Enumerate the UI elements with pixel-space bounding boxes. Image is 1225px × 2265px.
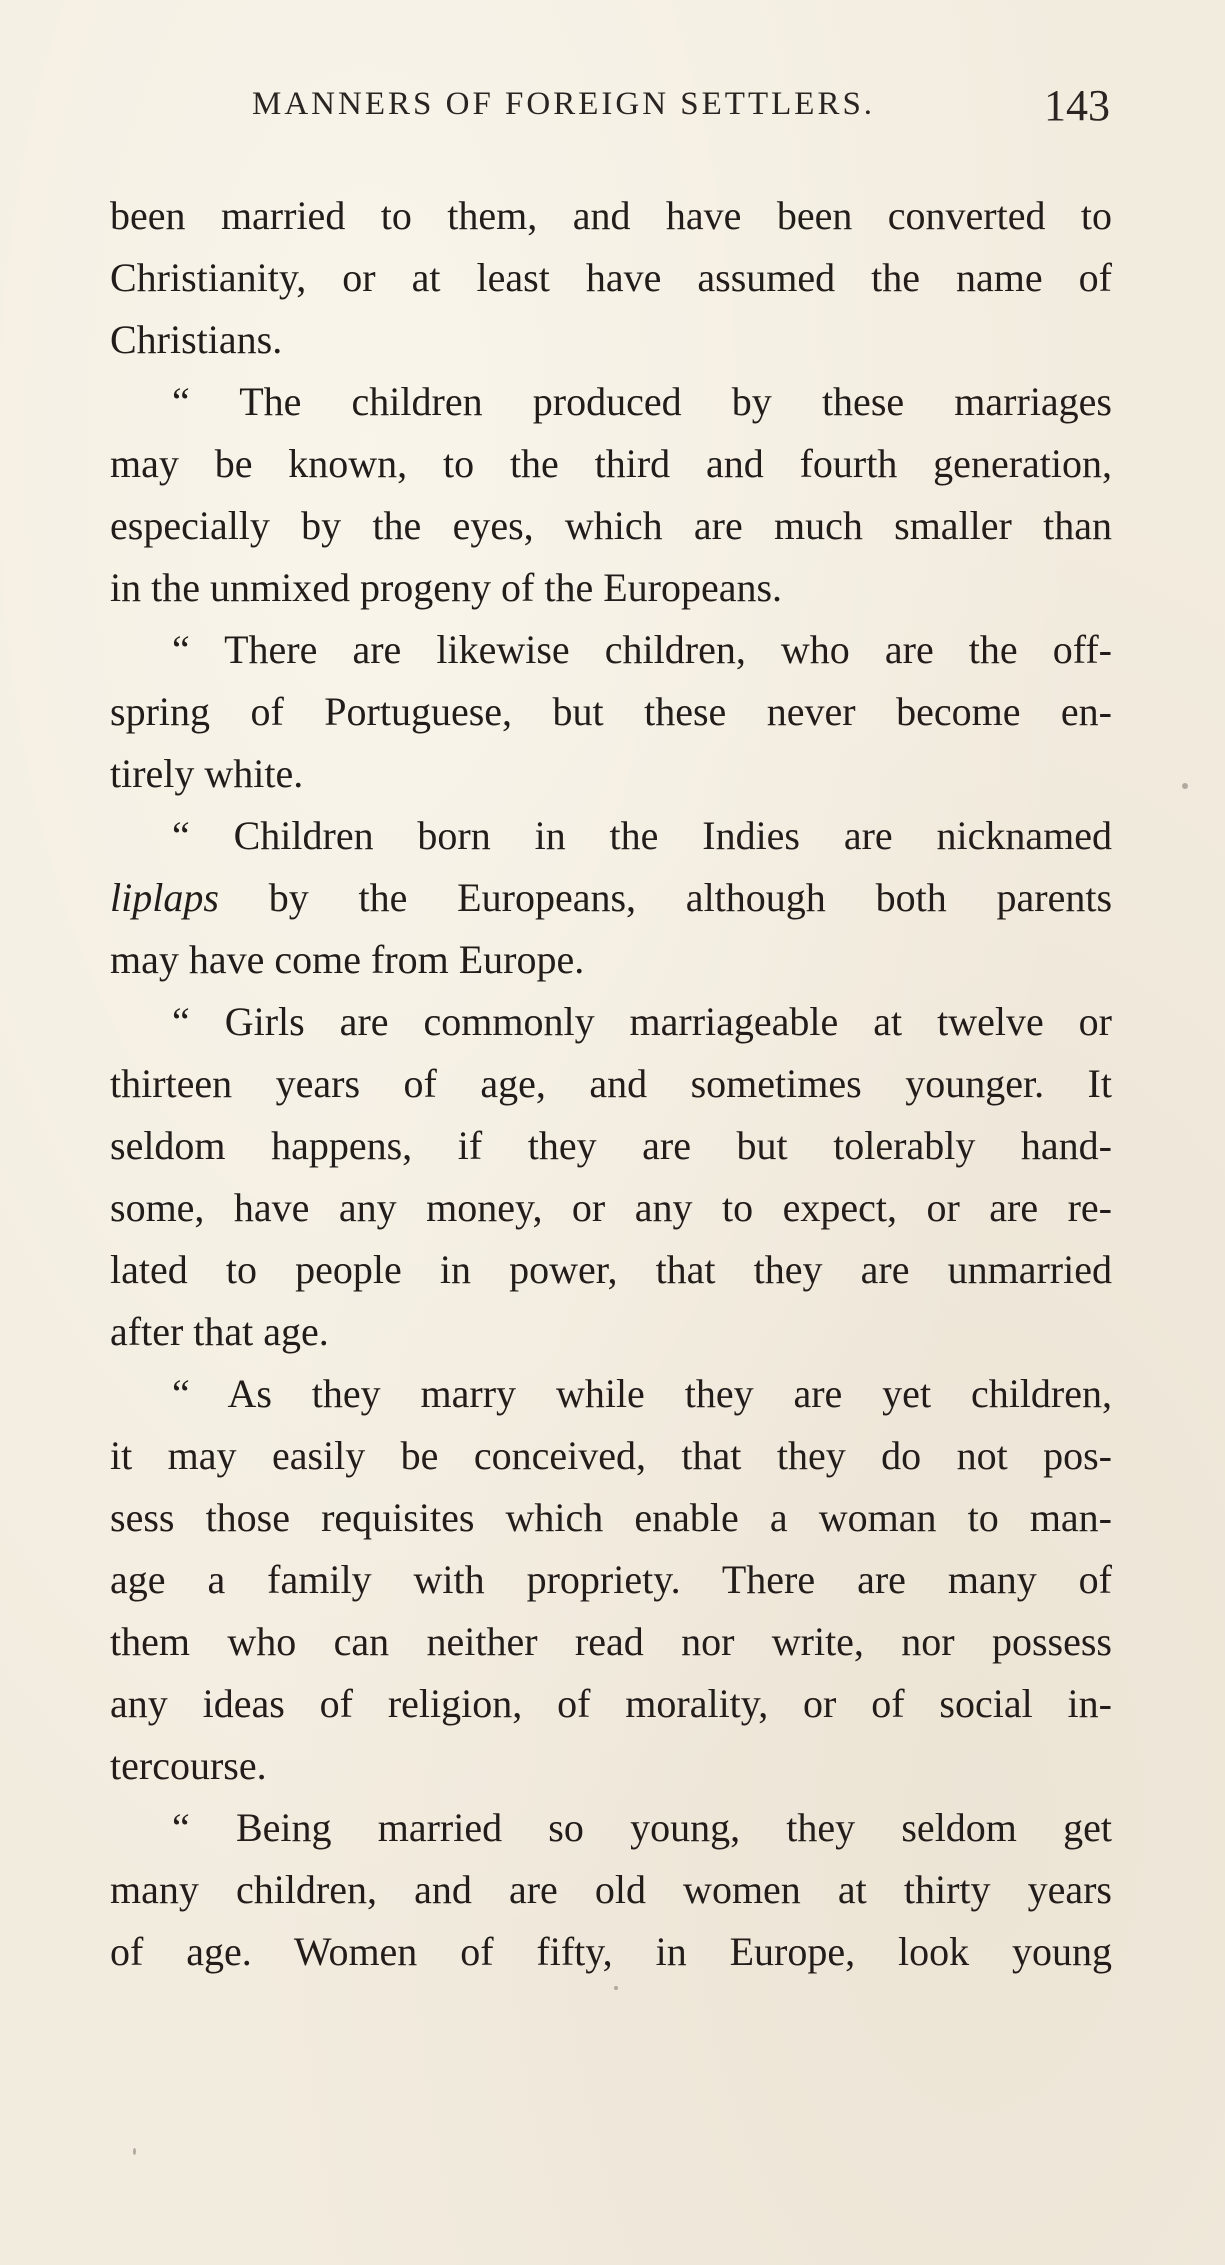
running-head-title: MANNERS OF FOREIGN SETTLERS. xyxy=(252,86,876,122)
paper-speck xyxy=(614,1986,618,1990)
text-line: been married to them, and have been converted to xyxy=(110,193,1112,238)
text-line: of age. Women of fifty, in Europe, look young xyxy=(110,1929,1112,1974)
text-line: “ As they marry while they are yet children, xyxy=(172,1371,1112,1416)
text-line: tercourse. xyxy=(110,1743,267,1788)
text-line: Christians. xyxy=(110,317,283,362)
text-line: any ideas of religion, of morality, or of social in- xyxy=(110,1681,1112,1726)
text-fragment: by the Europeans, although both parents xyxy=(268,875,1112,920)
text-line: lated to people in power, that they are unmarried xyxy=(110,1247,1112,1292)
paper-speck xyxy=(1182,783,1188,789)
text-line: in the unmixed progeny of the Europeans. xyxy=(110,565,783,610)
text-line: tirely white. xyxy=(110,751,304,796)
text-line: Christianity, or at least have assumed the name of xyxy=(110,255,1112,300)
text-line xyxy=(110,867,1112,929)
text-line: “ The children produced by these marriages xyxy=(172,379,1112,424)
text-line: age a family with propriety. There are many of xyxy=(110,1557,1112,1602)
running-head xyxy=(110,80,1110,140)
body-text xyxy=(110,185,1112,1983)
text-line: some, have any money, or any to expect, or are re- xyxy=(110,1185,1112,1230)
paper-speck xyxy=(133,2148,136,2155)
text-line: it may easily be conceived, that they do not pos- xyxy=(110,1433,1112,1478)
text-line: “ There are likewise children, who are the off- xyxy=(172,627,1112,672)
text-line: spring of Portuguese, but these never become en- xyxy=(110,689,1112,734)
italic-term: liplaps xyxy=(110,875,219,920)
text-line: especially by the eyes, which are much smaller than xyxy=(110,503,1112,548)
text-line: many children, and are old women at thirty years xyxy=(110,1867,1112,1912)
text-line: them who can neither read nor write, nor possess xyxy=(110,1619,1112,1664)
text-line: may be known, to the third and fourth generation, xyxy=(110,441,1112,486)
page-number: 143 xyxy=(1044,81,1110,130)
text-line: “ Being married so young, they seldom get xyxy=(172,1805,1112,1850)
text-line: sess those requisites which enable a woman to man- xyxy=(110,1495,1112,1540)
text-line: thirteen years of age, and sometimes younger. It xyxy=(110,1061,1112,1106)
text-line: may have come from Europe. xyxy=(110,937,585,982)
text-line: seldom happens, if they are but tolerably hand- xyxy=(110,1123,1112,1168)
text-line: “ Children born in the Indies are nicknamed xyxy=(172,813,1112,858)
text-line: “ Girls are commonly marriageable at twelve or xyxy=(172,999,1112,1044)
text-line: after that age. xyxy=(110,1309,329,1354)
